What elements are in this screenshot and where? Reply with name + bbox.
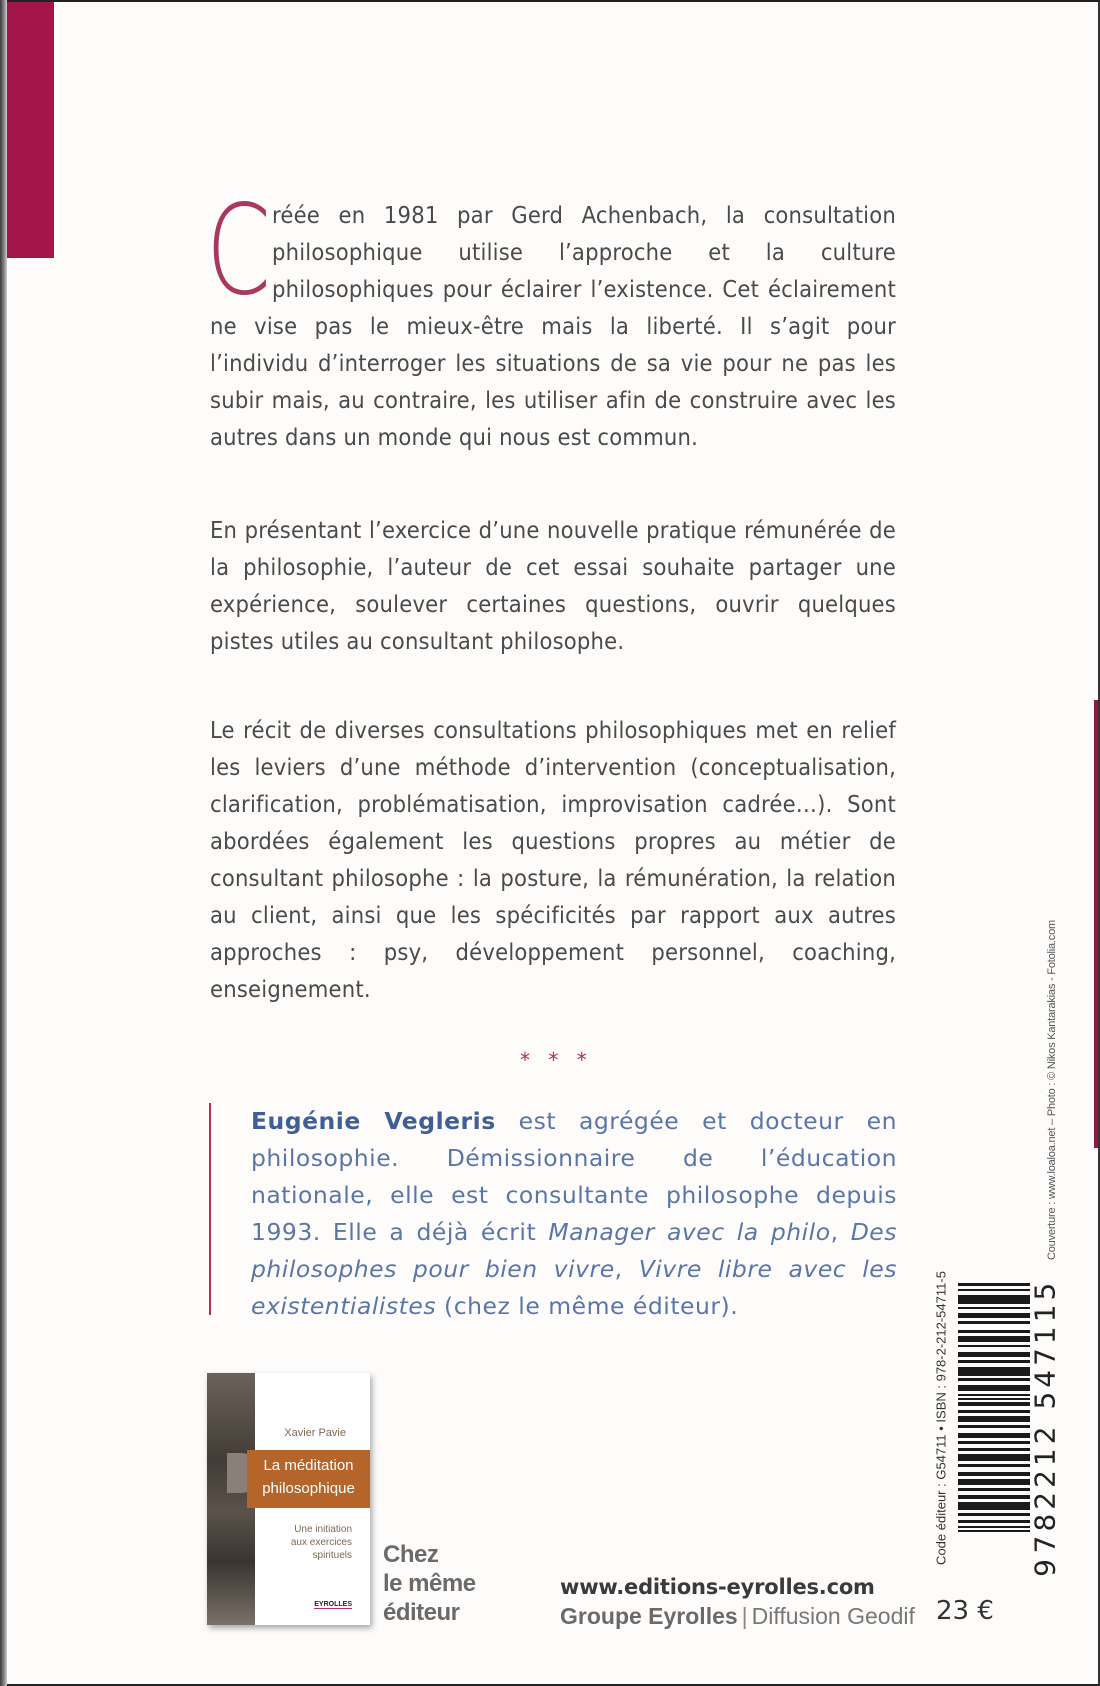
description-paragraph-2: En présentant l’exercice d’une nouvelle pratique rémunérée de la philosophie, l’auteur de cet essai souhaite partager une expérience, soulever certaines questions, ouvrir quelques pistes utiles au consultant philosophe. xyxy=(210,516,896,655)
book-title: Des philosophes pour bien vivre xyxy=(251,1218,897,1283)
related-book-cover xyxy=(207,1373,370,1625)
same-publisher-caption: Chez le même éditeur xyxy=(383,1541,476,1626)
author-name: Eugénie Vegleris xyxy=(251,1107,496,1135)
maroon-accent-block xyxy=(7,2,54,258)
isbn-code-line: Code éditeur : G54711 • ISBN : 978-2-212-54711-5 xyxy=(933,1271,949,1565)
barcode-digits: 782212 547115 xyxy=(1028,1278,1062,1553)
author-bio xyxy=(209,1103,898,1320)
related-book-publisher-logo: EYROLLES xyxy=(314,1601,352,1608)
related-book-author: Xavier Pavie xyxy=(284,1427,346,1439)
publisher-website: www.editions-eyrolles.com xyxy=(560,1575,875,1599)
barcode-icon xyxy=(958,1283,1030,1548)
related-book-title: La méditation philosophique xyxy=(262,1457,355,1497)
publisher-group-line: Groupe Eyrolles | Diffusion Geodif xyxy=(560,1603,915,1629)
author-bio-text: Eugénie Vegleris est agrégée et docteur en philosophie. Démissionnaire de l’éducation nationale, elle est consultante philosophe depuis 1993. Elle a déjà écrit Manager avec la philo, Des philosophes pour bien vivre, Vivre libre avec les existentialistes (chez le même éditeur). xyxy=(251,1107,897,1320)
description-paragraph-3: Le récit de diverses consultations philosophiques met en relief les leviers d’une méthode d’intervention (conceptualisation, clarification, problématisation, improvisation cadrée…). Sont abordées également les questions propres au métier de consultant philosophe : la posture, la rémunération, la relation au client, ainsi que les spécificités par rapport aux autres approches : psy, développement personnel, coaching, enseignement. xyxy=(210,716,896,1003)
description-paragraph-1: Créée en 1981 par Gerd Achenbach, la consultation philosophique utilise l’approche et la culture philosophiques pour éclairer l’existence. Cet éclairement ne vise pas le mieux-être mais la liberté. Il s’agit pour l’individu d’interroger les situations de sa vie pour ne pas les subir mais, au contraire, les utiliser afin de construire avec les autres dans un monde qui nous est commun. xyxy=(206,179,896,451)
related-book-subtitle: Une initiation aux exercices spirituels xyxy=(290,1524,352,1561)
cover-credit: Couverture : www.loaloa.net – Photo : © Nikos Kantarakias - Fotolia.com xyxy=(1046,920,1058,1260)
maroon-edge-strip xyxy=(1094,700,1098,1148)
barcode-first-digit: 9 xyxy=(1028,1559,1062,1577)
spine-edge xyxy=(0,0,7,1686)
price-label: 23 € xyxy=(936,1596,994,1626)
book-title: Vivre libre avec les existentialistes xyxy=(251,1255,897,1320)
drop-cap: C xyxy=(206,179,272,323)
section-separator: * * * xyxy=(520,1048,593,1072)
book-title: Manager avec la philo xyxy=(548,1218,831,1246)
